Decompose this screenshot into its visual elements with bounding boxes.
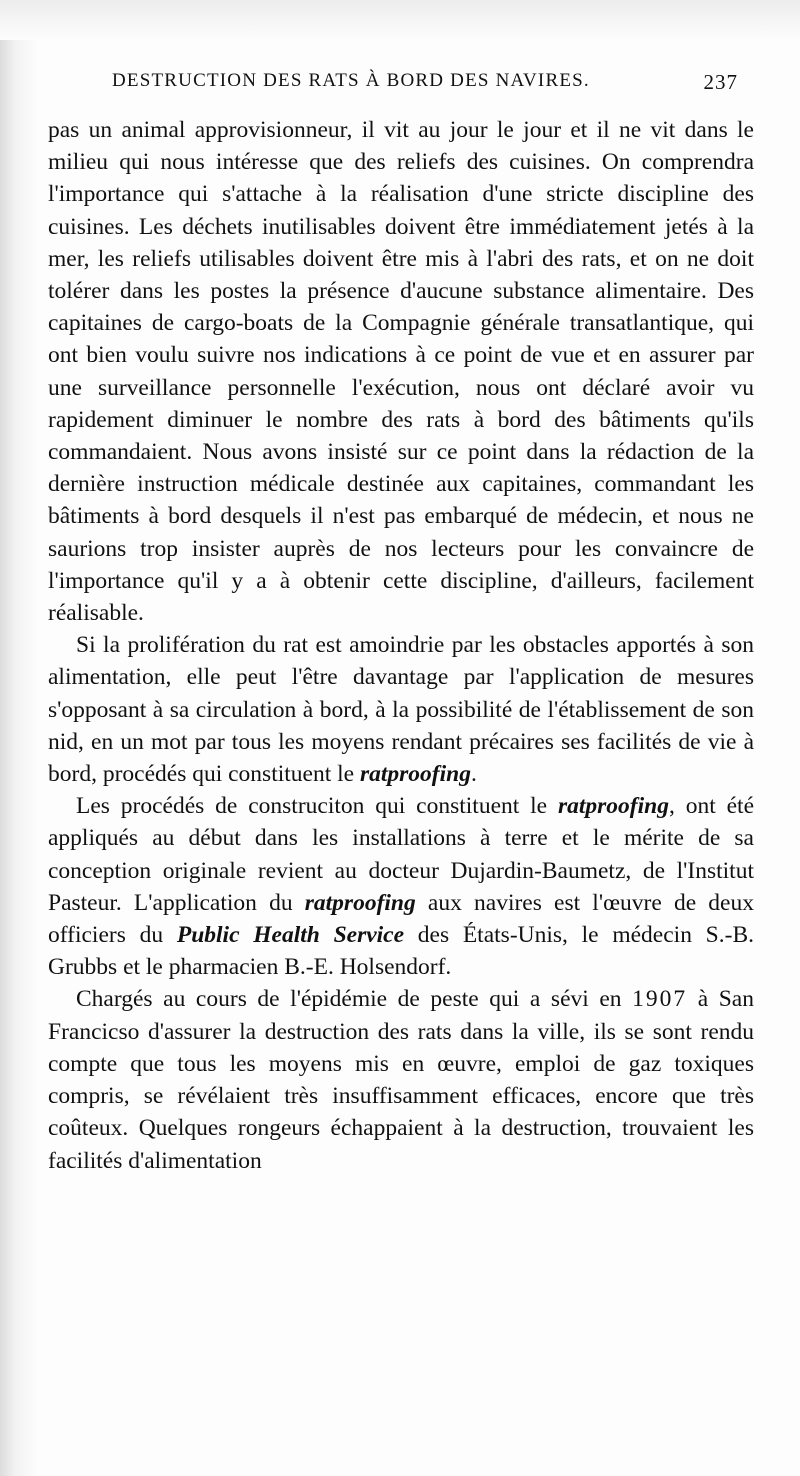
body-text (48, 114, 754, 1177)
paragraph-3 (48, 790, 754, 983)
paragraph-4-text-b: à San Francicso d'assurer la destruction des rats dans la ville, ils se sont rendu compte que tous les moyens mis en œuvre, emploi de gaz toxiques compris, se révélaient très insuffisamment efficaces, encore que très coûteux. Quelques rongeurs échappaient à la destruction, trouvaient les facilités d'alimentation (48, 986, 754, 1174)
paragraph-3-text-b: , ont été appliqués au début dans les installations à terre et le mérite de sa conception originale revient au docteur Dujardin-Baumetz, de l'Institut Pasteur. L'application du (48, 793, 754, 916)
page-top-shadow (0, 0, 800, 40)
paragraph-4-text-a: Chargés au cours de l'épidémie de peste qui a sévi en (76, 986, 633, 1013)
paragraph-3-text-a: Les procédés de construciton qui constituent le (76, 793, 558, 820)
paragraph-2 (48, 629, 754, 790)
term-ratproofing: ratproofing (304, 889, 416, 916)
term-public-health-service: Public Health Service (176, 922, 405, 949)
year-1907: 1907 (632, 986, 688, 1013)
paragraph-1 (48, 114, 754, 629)
term-ratproofing: ratproofing (359, 761, 471, 788)
paragraph-2-text-b: . (470, 761, 477, 788)
page-gutter-shadow (0, 0, 38, 1476)
paragraph-3-text-c: aux navires est l'œuvre de deux officiers du (48, 889, 754, 949)
paragraph-1-text: pas un animal approvisionneur, il vit au jour le jour et il ne vit dans le milieu qui nous intéresse que des reliefs des cuisines. On comprendra l'importance qui s'attache à la réalisation d'une stricte discipline des cuisines. Les déchets inutilisables doivent être immédiatement jetés à la mer, les reliefs utilisables doivent être mis à l'abri des rats, et on ne doit tolérer dans les postes la présence d'aucune substance alimentaire. Des capitaines de cargo-boats de la Compagnie générale transatlantique, qui ont bien voulu suivre nos indications à ce point de vue et en assurer par une surveillance personnelle l'exécution, nous ont déclaré avoir vu rapidement diminuer le nombre des rats à bord des bâtiments qu'ils commandaient. Nous avons insisté sur ce point dans la rédaction de la dernière instruction médicale destinée aux capitaines, commandant les bâtiments à bord desquels il n'est pas embarqué de médecin, et nous ne saurions trop insister auprès de nos lecteurs pour les convaincre de l'importance qu'il y a à obtenir cette discipline, d'ailleurs, facilement réalisable. (48, 117, 754, 627)
paragraph-3-text-d: des États-Unis, le médecin S.-B. Grubbs et le pharmacien B.-E. Holsendorf. (48, 922, 754, 981)
page-number: 237 (703, 70, 738, 94)
running-head-title: DESTRUCTION DES RATS À BORD DES NAVIRES. (112, 70, 590, 91)
term-ratproofing: ratproofing (557, 793, 669, 820)
paragraph-4 (48, 983, 754, 1176)
running-head (112, 70, 738, 104)
paragraph-2-text-a: Si la prolifération du rat est amoindrie par les obstacles apportés à son alimentation, elle peut l'être davantage par l'application de mesures s'opposant à sa circulation à bord, à la possibilité de l'établissement de son nid, en un mot par tous les moyens rendant précaires ses facilités de vie à bord, procédés qui constituent le (48, 632, 754, 788)
